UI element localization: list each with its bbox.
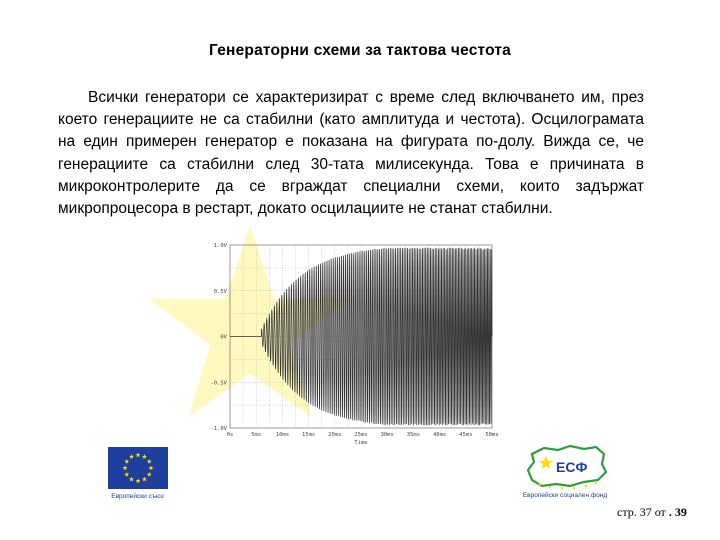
y-tick-label: 0V bbox=[220, 334, 227, 341]
x-tick-label: 20ms bbox=[328, 432, 342, 438]
x-tick-label: 45ms bbox=[459, 432, 473, 438]
esf-text: ЕСФ bbox=[556, 459, 588, 475]
page-prefix: стр. 37 от bbox=[617, 505, 666, 519]
oscillogram-chart bbox=[200, 240, 500, 445]
y-tick-label: -0.5V bbox=[210, 380, 227, 387]
page-number bbox=[617, 505, 687, 520]
x-tick-label: 0s bbox=[226, 432, 234, 438]
x-tick-label: 5ms bbox=[251, 432, 262, 438]
eu-logo bbox=[95, 445, 180, 505]
y-tick-label: 1.0V bbox=[213, 243, 227, 249]
esf-caption: Европейски социален фонд bbox=[522, 492, 608, 499]
x-tick-label: 30ms bbox=[380, 432, 394, 438]
x-tick-label: 15ms bbox=[301, 432, 316, 438]
x-tick-label: 10ms bbox=[275, 432, 290, 438]
y-tick-label: -1.0V bbox=[210, 426, 227, 432]
x-tick-label: 35ms bbox=[406, 432, 421, 438]
esf-logo bbox=[510, 440, 620, 504]
esf-map-icon bbox=[510, 440, 620, 492]
page-title: Генераторни схеми за тактова честота bbox=[209, 42, 511, 59]
eu-flag-icon bbox=[108, 447, 168, 489]
x-tick-label: 25ms bbox=[354, 432, 368, 438]
eu-caption: Европейски съюз bbox=[111, 493, 164, 500]
x-tick-label: 50ms bbox=[485, 432, 499, 438]
x-tick-label: 40ms bbox=[432, 432, 447, 438]
y-tick-label: 0.5V bbox=[213, 288, 227, 295]
body-paragraph: Всички генератори се характеризират с време след включването им, през което генерациите не са стабилни (като амплитуда и честота). Осцилограмата на един примерен генератор е показана на фигурата по-долу. Вижда се, че генерациите са стабилни след 30-тата милисекунда. Това е причината в микроконтролерите да се вграждат специални схеми, които задържат микропроцесора в рестарт, докато осцилациите не станат стабилни. bbox=[58, 89, 644, 218]
x-axis-label: Time bbox=[354, 440, 368, 445]
page-total: . 39 bbox=[668, 505, 687, 519]
